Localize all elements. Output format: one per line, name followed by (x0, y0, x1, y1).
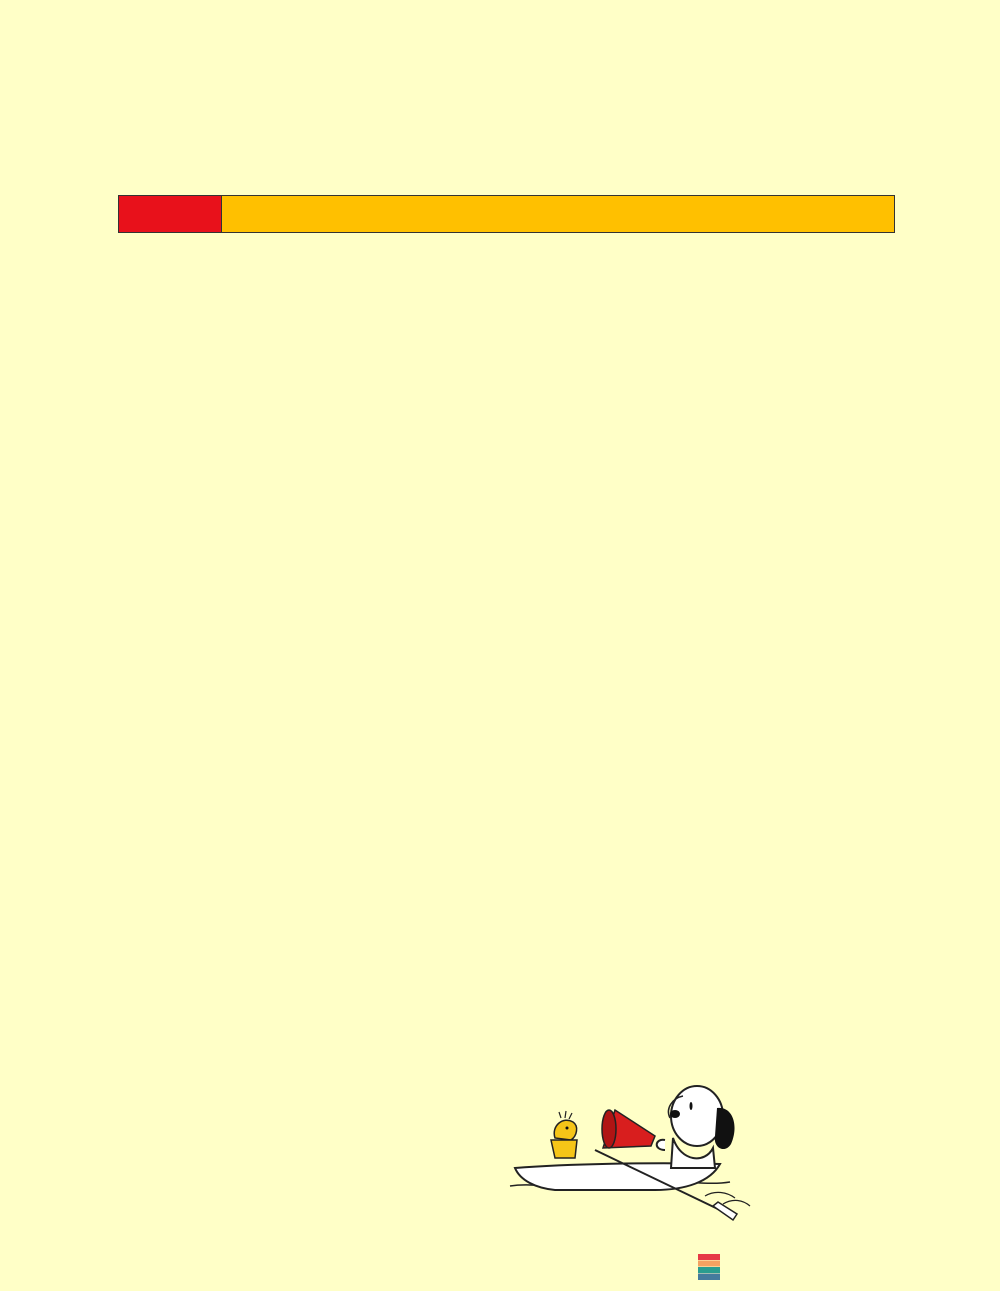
snoopy-illustration (505, 1078, 775, 1226)
liveworksheets-logo (698, 1252, 723, 1282)
worksheet-table (118, 195, 895, 233)
answer-column-header (119, 196, 222, 233)
statement-column-header (222, 196, 895, 233)
live-badge-icon (698, 1254, 720, 1280)
